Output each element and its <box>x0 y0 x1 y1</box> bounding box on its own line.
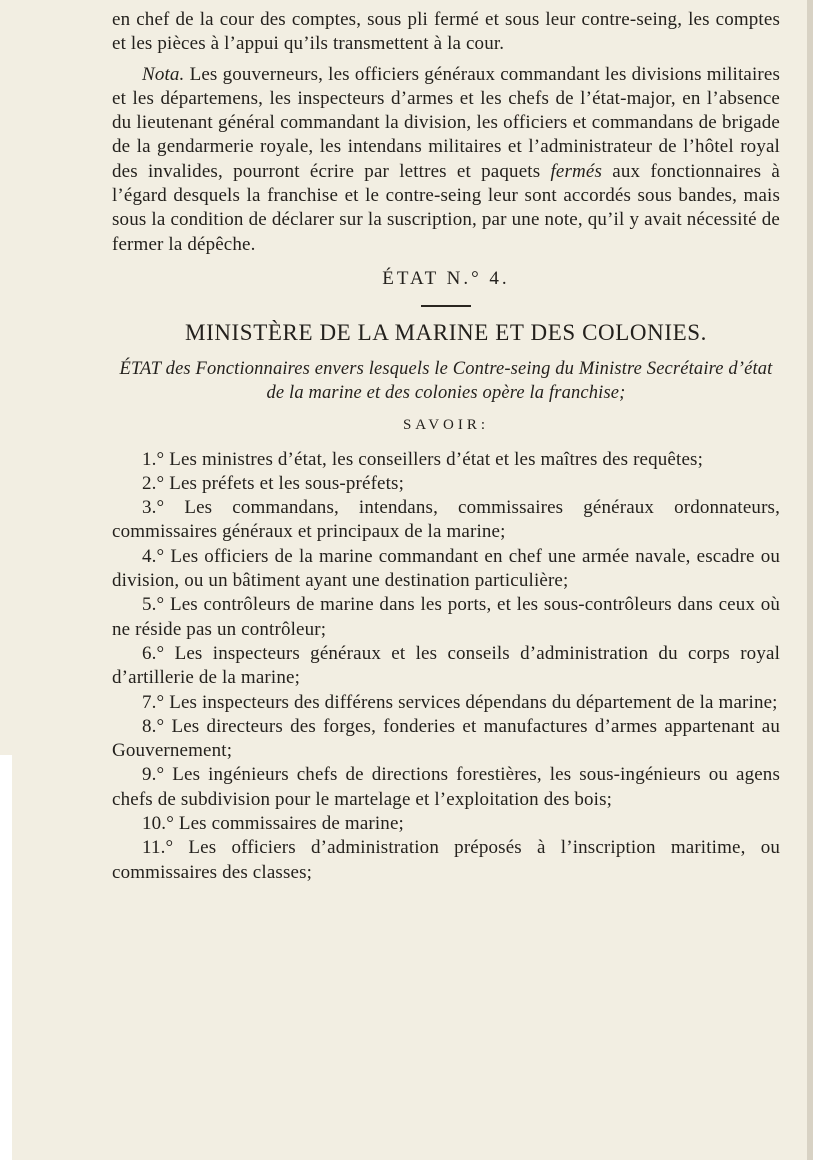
ministry-title: MINISTÈRE DE LA MARINE ET DES COLONIES. <box>185 320 707 346</box>
list-item: 10.° Les commissaires de marine; <box>142 813 404 835</box>
nota-italic: fermés <box>550 160 603 182</box>
scan-margin <box>0 755 12 1160</box>
list-item: 11.° Les officiers d’administration préposés à l’inscription maritime, ou commissaires des classes; <box>112 837 780 883</box>
list-item: 1.° Les ministres d’état, les conseillers d’état et les maîtres des requêtes; <box>142 448 704 470</box>
list-item: 7.° Les inspecteurs des différens services dépendans du département de la marine; <box>142 691 778 713</box>
nota-paragraph <box>112 63 780 257</box>
list-item: 5.° Les contrôleurs de marine dans les ports, et les sous-contrôleurs dans ceux où ne réside pas un contrôleur; <box>112 594 780 640</box>
list-item: 4.° Les officiers de la marine commandant en chef une armée navale, escadre ou division, ou un bâtiment ayant une destination particulière; <box>112 545 780 592</box>
state-subtitle: ÉTAT des Fonctionnaires envers lesquels le Contre-seing du Ministre Secrétaire d’état de la marine et des colonies opère la franchise; <box>119 359 773 404</box>
etat-heading: ÉTAT N.° 4. <box>382 267 510 289</box>
savoir-heading: SAVOIR: <box>402 417 490 434</box>
list-item: 8.° Les directeurs des forges, fonderies et manufactures d’armes appartenant au Gouvernement; <box>112 715 780 762</box>
page-text <box>112 8 780 885</box>
heading-rule <box>421 305 471 307</box>
list-item: 3.° Les commandans, intendans, commissaires généraux ordonnateurs, commissaires généraux et principaux de la marine; <box>112 497 780 543</box>
page-gutter <box>807 0 813 1160</box>
list-item: 6.° Les inspecteurs généraux et les conseils d’administration du corps royal d’artillerie de la marine; <box>112 642 780 689</box>
list-item: 9.° Les ingénieurs chefs de directions forestières, les sous-ingénieurs ou agens chefs de subdivision pour le martelage et l’exploitation des bois; <box>112 764 780 810</box>
nota-text-1: Les gouverneurs, les officiers généraux commandant les divisions militaires et les départemens, les inspecteurs d’armes et les chefs de l’état-major, en l’absence du lieutenant général commandant la division, les officiers et commandans de brigade de la gendarmerie royale, les intendans militaires et l’administrateur de l’hôtel royal des invalides, pourront écrire par lettres et paquets <box>112 63 780 182</box>
nota-text-2: aux fonctionnaires à l’égard desquels la franchise et le contre-seing leur sont accordés sous bandes, mais sous la condition de déclarer sur la suscription, par une note, qu’il y avait nécessité de fermer la dépêche. <box>112 160 780 255</box>
nota-label: Nota. <box>142 63 185 85</box>
opening-paragraph: en chef de la cour des comptes, sous pli fermé et sous leur contre-seing, les comptes et les pièces à l’appui qu’ils transmettent à la cour. <box>112 9 780 55</box>
list-item: 2.° Les préfets et les sous-préfets; <box>142 472 405 494</box>
